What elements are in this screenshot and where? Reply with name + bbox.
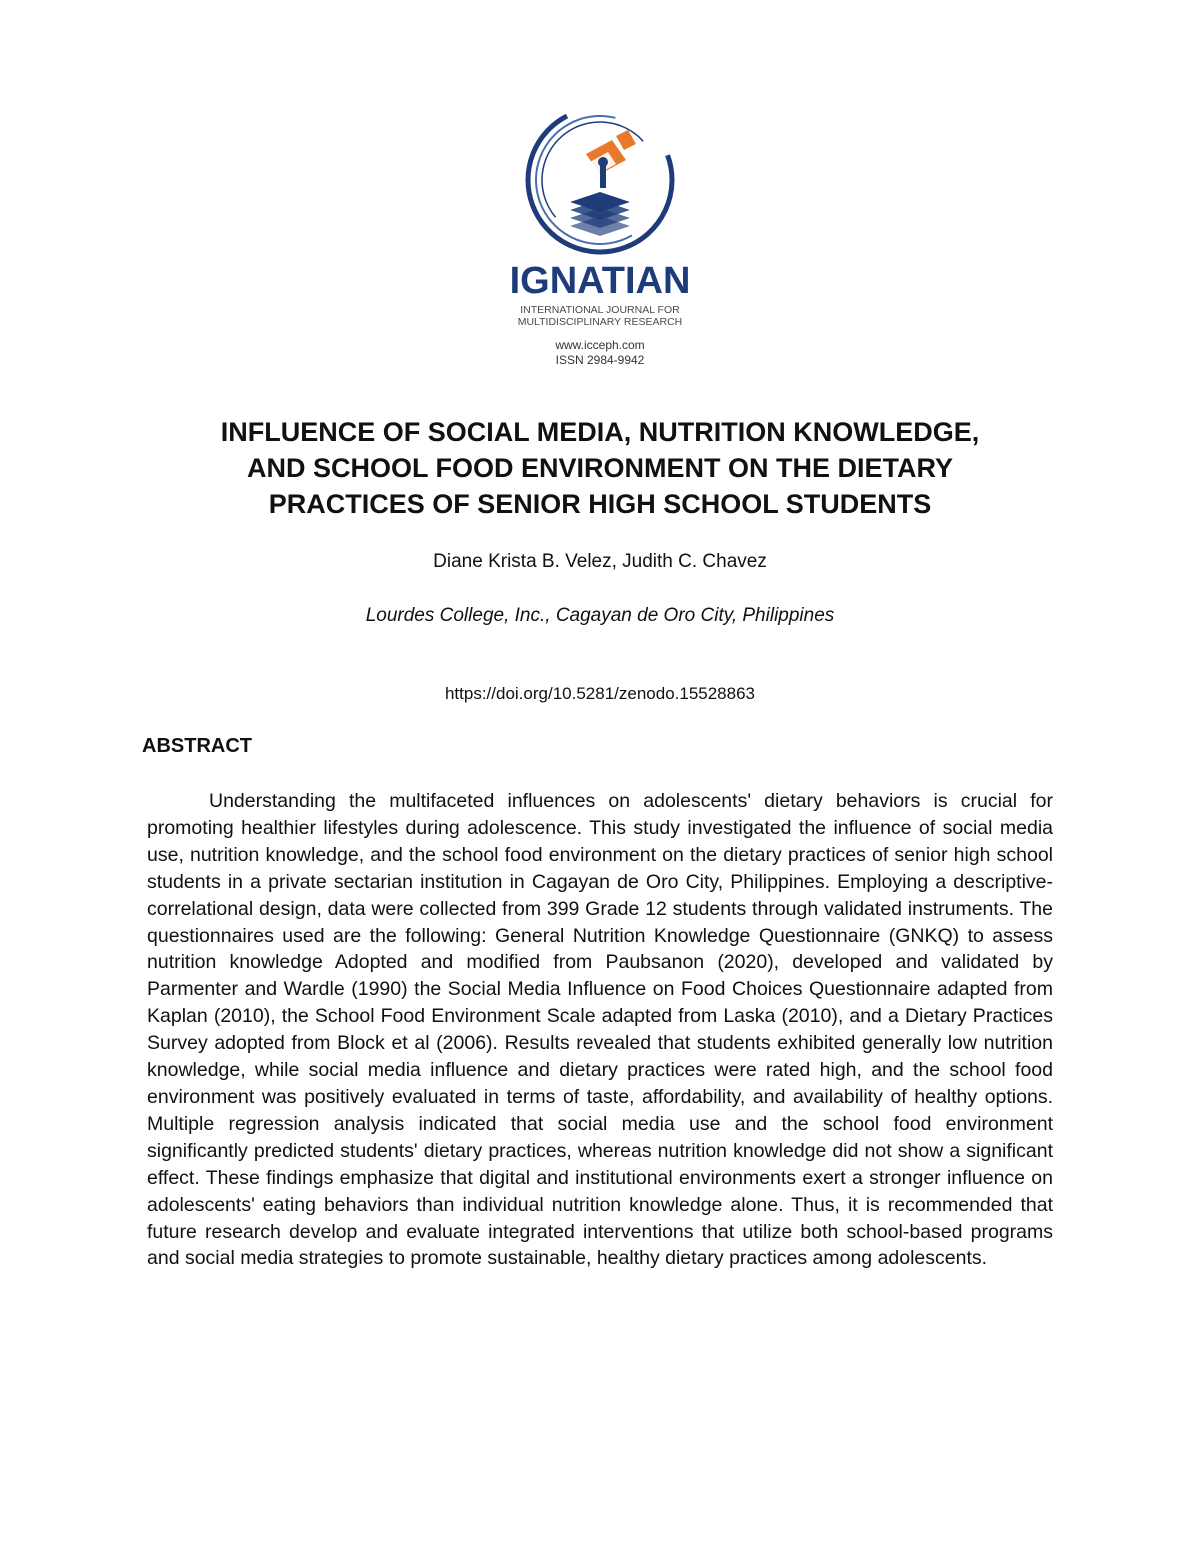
author-affiliation: Lourdes College, Inc., Cagayan de Oro City, Philippines — [365, 605, 835, 626]
author-list: Diane Krista B. Velez, Judith C. Chavez — [433, 551, 767, 572]
journal-subtitle-line2: MULTIDISCIPLINARY RESEARCH — [517, 316, 683, 328]
title-line-3: PRACTICES OF SENIOR HIGH SCHOOL STUDENTS — [268, 489, 932, 519]
title-line-2: AND SCHOOL FOOD ENVIRONMENT ON THE DIETARY — [246, 453, 954, 483]
journal-masthead — [490, 100, 710, 385]
journal-logo-icon — [520, 100, 680, 260]
paper-title — [100, 414, 1100, 522]
title-line-1: INFLUENCE OF SOCIAL MEDIA, NUTRITION KNOWLEDGE, — [220, 417, 980, 447]
abstract-heading: ABSTRACT — [142, 735, 252, 757]
journal-name: IGNATIAN — [509, 260, 691, 302]
doi-link[interactable]: https://doi.org/10.5281/zenodo.15528863 — [444, 684, 756, 703]
journal-subtitle-line1: INTERNATIONAL JOURNAL FOR — [520, 304, 680, 316]
abstract-body: Understanding the multifaceted influences on adolescents' dietary behaviors is crucial for promoting healthier lifestyles during adolescence. This study investigated the influence of social media use, nutrition knowledge, and the school food environment on the dietary practices of senior high school students in a private sectarian institution in Cagayan de Oro City, Philippines. Employing a descriptive-correlational design, data were collected from 399 Grade 12 students through validated instruments. The questionnaires used are the following: General Nutrition Knowledge Questionnaire (GNKQ) to assess nutrition knowledge Adopted and modified from Paubsanon (2020), developed and validated by Parmenter and Wardle (1990) the Social Media Influence on Food Choices Questionnaire adapted from Kaplan (2010), the School Food Environment Scale adapted from Laska (2010), and a Dietary Practices Survey adopted from Block et al (2006). Results revealed that students exhibited generally low nutrition knowledge, while social media influence and dietary practices were rated high, and the school food environment was positively evaluated in terms of taste, affordability, and availability of healthy options. Multiple regression analysis indicated that social media use and the school food environment significantly predicted students' dietary practices, whereas nutrition knowledge did not show a significant effect. These findings emphasize that digital and institutional environments exert a stronger influence on adolescents' eating behaviors than individual nutrition knowledge alone. Thus, it is recommended that future research develop and evaluate integrated interventions that utilize both school-based programs and social media strategies to promote sustainable, healthy dietary practices among adolescents. — [147, 790, 1053, 1270]
journal-issn: ISSN 2984-9942 — [555, 353, 645, 367]
journal-website[interactable]: www.icceph.com — [555, 338, 645, 352]
